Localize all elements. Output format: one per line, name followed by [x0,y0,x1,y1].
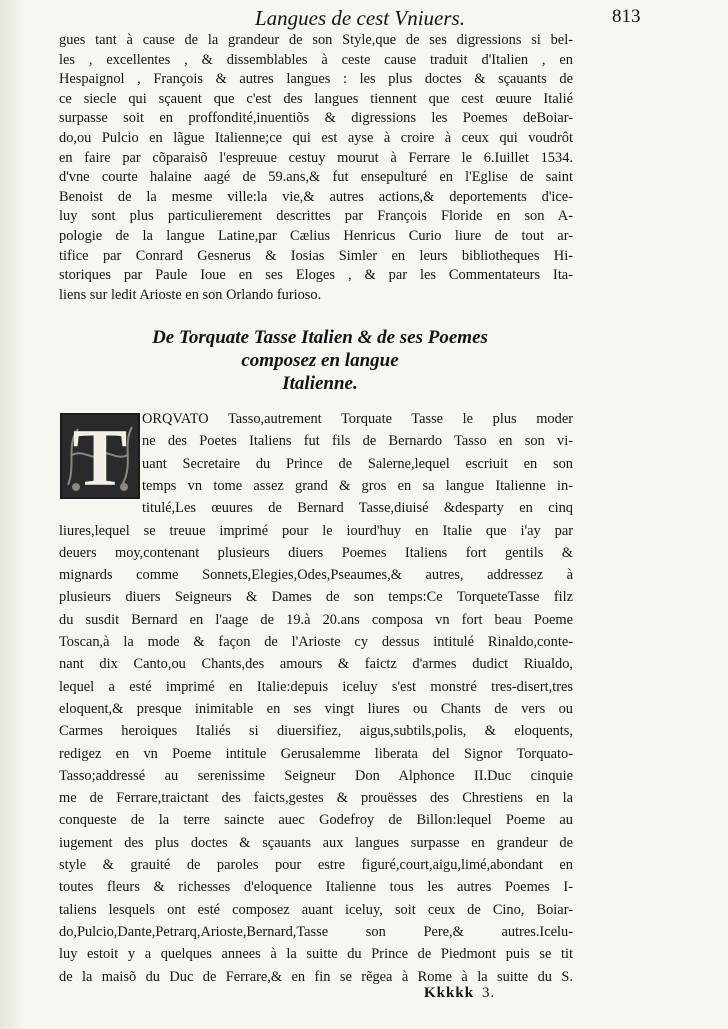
text-line: surpasse soit en proffondité,inuentiõs & digressions les Poemes deBoiar- [59,110,573,127]
section-title-line: De Torquate Tasse Italien & de ses Poemes [152,327,488,348]
text-line: Tasso;addressé au serenissime Seigneur Don Alphonce II.Duc cinquie [59,767,573,784]
text-line: luy estoit y a quelques annees à la suitte du Prince de Piedmont puis se tit [59,946,573,963]
text-line: les , excellentes , & dissemblables à ceste cause traduit d'Italien , en [59,51,573,68]
text-line: temps vn tome assez grand & gros en sa langue Italienne in- [142,477,573,494]
page-binding-shadow [0,0,26,1029]
text-line: Toscan,à la mode & façon de l'Arioste cy dessus intitulé Rinaldo,conte- [59,634,573,650]
signature-number: 3. [482,985,496,1001]
text-line: Carmes heroiques Italiés si diuersifiez, aigus,subtils,polis, & eloquents, [59,723,573,740]
drop-cap-letter: T [72,413,128,499]
signature-letters: Kkkkk [424,985,475,1001]
running-title: Langues de cest Vniuers. [255,6,465,30]
text-line: de la maisõ du Duc de Ferrare,& en fin se rẽgea à Rome à la suitte du S. [59,968,573,985]
signature-mark [424,985,495,1002]
text-line: gues tant à cause de la grandeur de son Style,que de ses digressions si bel- [59,32,573,48]
page-number: 813 [612,6,641,27]
section-title [100,326,540,395]
text-line: liures,lequel se treuue imprimé pour le iourd'huy en Italie que i'ay par [59,522,573,539]
text-line: plusieurs diuers Seigneurs & Dames de son temps:Ce TorqueteTasse filz [59,589,573,606]
text-line: Benoist de la mesme ville:la vie,& autres actions,& deportements d'ice- [59,188,573,205]
text-line: deuers moy,contenant plusieurs diuers Poemes Italiens fort gentils & [59,544,573,561]
text-line: do,Pulcio,Dante,Petrarq,Arioste,Bernard,Tasse son Pere,& autres.Icelu- [59,923,573,940]
text-line: lequel a esté imprimé en Italie:depuis iceluy s'est monstré tres-disert,tres [59,678,573,695]
text-line: eloquent,& presque inimitable en ses vingt liures ou Chants de vers ou [59,700,573,717]
text-line: en faire par cõparaisõ l'espreuue cestuy mourut à Ferrare le 6.Iuillet 1534. [59,149,573,166]
text-line: Hespaignol , François & autres langues : les plus doctes & sçauants de [59,71,573,88]
text-line: pologie de la langue Latine,par Cælius Henricus Curio liure de tout ar- [59,228,573,244]
text-line: ce siecle qui sçauent que c'est des langues tiennent que cest œuure Italié [59,90,573,107]
text-line: mignards comme Sonnets,Elegies,Odes,Pseaumes,& autres, addressez à [59,567,573,584]
text-line: taliens lesquels ont esté composez auant iceluy, soit ceux de Cino, Boiar- [59,901,573,918]
text-line: du susdit Bernard en l'aage de 19.à 20.ans composa vn fort beau Poeme [59,611,573,628]
section-title-line: composez en langue [241,350,399,371]
text-line: iugement des plus doctes & sçauants aux langues surpasse en grandeur de [59,834,573,851]
text-line: do,ou Pulcio en lãgue Italienne;ce qui est ayse à croire à ceux qui voudrôt [59,130,573,146]
text-line: ORQVATO Tasso,autrement Torquate Tasse le plus moder [142,411,573,427]
section-title-line: Italienne. [282,373,358,394]
drop-cap-ornament [60,413,140,499]
text-line: tifice par Conrard Gesnerus & Iosias Simler en leurs bibliotheques Hi- [59,247,573,264]
text-line: conqueste de la terre saincte auec Godefroy de Billon:lequel Poeme au [59,812,573,829]
text-line: uant Secretaire du Prince de Salerne,lequel escriuit en son [142,455,573,472]
text-line: toutes fleurs & richesses d'eloquence Italienne tous les autres Poemes I- [59,879,573,896]
text-line: me de Ferrare,traictant des faicts,gestes & prouësses des Chrestiens en la [59,790,573,807]
text-line: liens sur ledit Arioste en son Orlando furioso. [59,286,322,303]
text-line: redigez en vn Poeme intitule Gerusalemme liberata del Signor Torquato- [59,745,573,762]
text-line: titulé,Les œuures de Bernard Tasse,diuisé &desparty en cinq [142,500,573,517]
text-line: ne des Poetes Italiens fut fils de Bernardo Tasso en son vi- [142,433,573,450]
text-line: style & grauité de paroles pour estre figuré,court,aigu,limé,abondant en [59,857,573,873]
text-line: luy sont plus particulierement descrittes par François Floride en son A- [59,208,573,225]
text-line: storiques par Paule Ioue en ses Eloges , & par les Commentateurs Ita- [59,267,573,284]
text-line: d'vne courte halaine aagé de 59.ans,& fut ensepulturé en l'Eglise de saint [59,169,573,186]
text-line: nant dix Canto,ou Chants,des amours & faictz d'armes dudict Riualdo, [59,656,573,673]
